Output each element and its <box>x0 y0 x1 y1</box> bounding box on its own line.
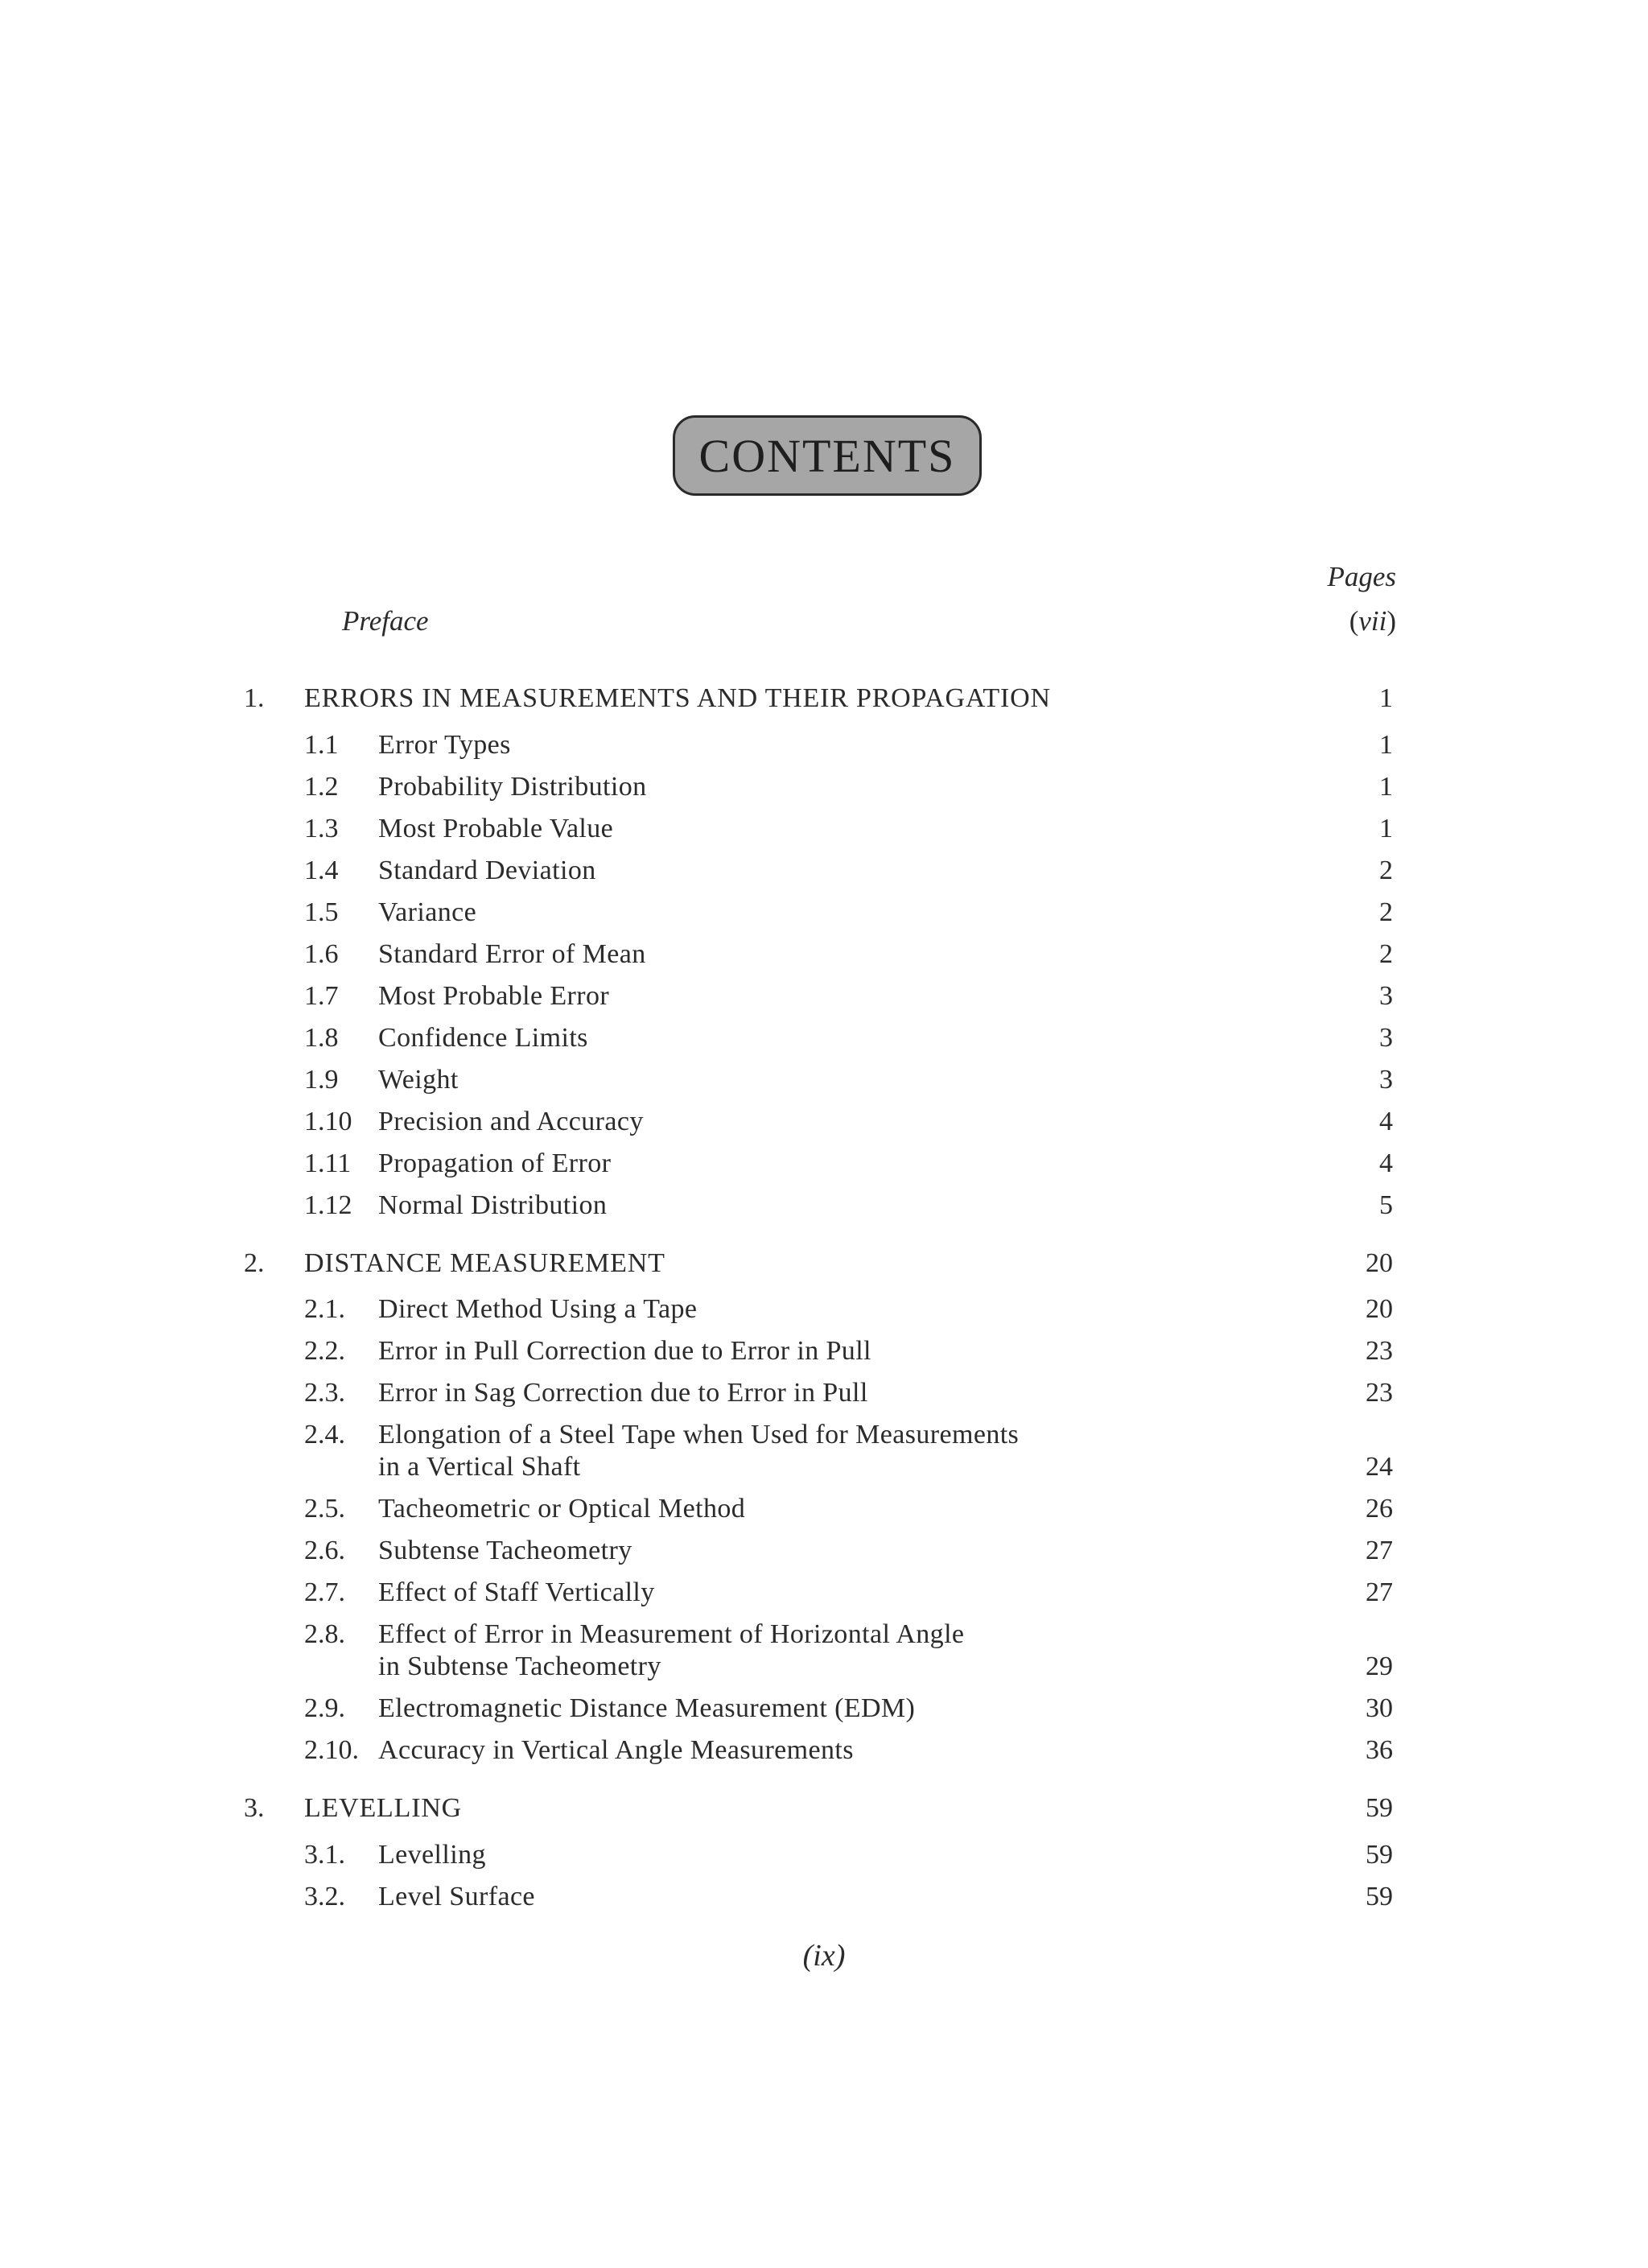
section-number: 2.5. <box>304 1494 345 1524</box>
chapter-title: DISTANCE MEASUREMENT <box>304 1248 665 1278</box>
section-title: Effect of Staff Vertically <box>378 1577 655 1607</box>
section-page: 1 <box>1379 772 1393 802</box>
chapter-page: 20 <box>1366 1248 1393 1278</box>
section-title: Standard Error of Mean <box>378 939 646 969</box>
section-number: 1.12 <box>304 1190 352 1220</box>
section-number: 1.10 <box>304 1107 352 1136</box>
section-number: 1.2 <box>304 772 339 802</box>
section-title: Most Probable Error <box>378 981 610 1011</box>
section-page: 23 <box>1366 1378 1393 1408</box>
section-page: 26 <box>1366 1494 1393 1524</box>
section-page: 3 <box>1379 981 1393 1011</box>
section-title: Error in Pull Correction due to Error in Pull <box>378 1336 871 1366</box>
section-title: Weight <box>378 1065 459 1095</box>
section-title: Probability Distribution <box>378 772 647 802</box>
section-title: Levelling <box>378 1840 486 1870</box>
section-page: 24 <box>1366 1452 1393 1482</box>
section-page: 3 <box>1379 1065 1393 1095</box>
section-page: 5 <box>1379 1190 1393 1220</box>
section-number: 2.10. <box>304 1735 359 1765</box>
chapter-title: ERRORS IN MEASUREMENTS AND THEIR PROPAGATION <box>304 683 1051 713</box>
section-number: 2.4. <box>304 1420 345 1449</box>
section-number: 1.5 <box>304 897 339 927</box>
section-title: Direct Method Using a Tape <box>378 1294 698 1324</box>
section-page: 2 <box>1379 939 1393 969</box>
preface-page: (vii) <box>1349 605 1396 637</box>
section-number: 2.1. <box>304 1294 345 1324</box>
section-page: 1 <box>1379 814 1393 843</box>
chapter-page: 59 <box>1366 1793 1393 1823</box>
section-title: Normal Distribution <box>378 1190 608 1220</box>
section-number: 2.3. <box>304 1378 345 1408</box>
section-number: 2.2. <box>304 1336 345 1366</box>
section-number: 2.8. <box>304 1619 345 1649</box>
section-title: Tacheometric or Optical Method <box>378 1494 746 1524</box>
page-number: (ix) <box>802 1939 846 1973</box>
section-page: 59 <box>1366 1840 1393 1870</box>
contents-heading-box <box>673 415 982 496</box>
section-page: 2 <box>1379 897 1393 927</box>
preface-page-number: vii <box>1358 605 1387 637</box>
section-title: Electromagnetic Distance Measurement (EDM) <box>378 1693 916 1723</box>
section-page: 3 <box>1379 1023 1393 1053</box>
section-title: Subtense Tacheometry <box>378 1536 632 1565</box>
section-title: Effect of Error in Measurement of Horizontal Angle <box>378 1619 965 1649</box>
chapter-page: 1 <box>1379 683 1393 713</box>
section-title: Variance <box>378 897 477 927</box>
chapter-title: LEVELLING <box>304 1793 463 1823</box>
section-title: Error in Sag Correction due to Error in Pull <box>378 1378 868 1408</box>
section-page: 4 <box>1379 1148 1393 1178</box>
pages-column-label: Pages <box>1327 561 1396 592</box>
chapter-number: 1. <box>244 683 265 713</box>
section-page: 4 <box>1379 1107 1393 1136</box>
chapter-number: 2. <box>244 1248 265 1278</box>
chapter-number: 3. <box>244 1793 265 1823</box>
section-title-continued: in Subtense Tacheometry <box>378 1652 661 1681</box>
preface-label: Preface <box>342 605 429 637</box>
section-title: Error Types <box>378 730 511 760</box>
section-page: 36 <box>1366 1735 1393 1765</box>
section-title: Most Probable Value <box>378 814 614 843</box>
section-page: 1 <box>1379 730 1393 760</box>
section-number: 1.8 <box>304 1023 339 1053</box>
section-title: Confidence Limits <box>378 1023 588 1053</box>
section-title: Standard Deviation <box>378 856 596 885</box>
section-number: 1.1 <box>304 730 339 760</box>
section-number: 2.7. <box>304 1577 345 1607</box>
section-title: Accuracy in Vertical Angle Measurements <box>378 1735 854 1765</box>
section-page: 30 <box>1366 1693 1393 1723</box>
section-title: Level Surface <box>378 1882 535 1911</box>
section-page: 20 <box>1366 1294 1393 1324</box>
section-page: 59 <box>1366 1882 1393 1911</box>
section-number: 1.11 <box>304 1148 352 1178</box>
page-title: CONTENTS <box>698 429 956 482</box>
section-number: 1.3 <box>304 814 339 843</box>
section-number: 3.2. <box>304 1882 345 1911</box>
section-number: 3.1. <box>304 1840 345 1870</box>
section-number: 1.7 <box>304 981 339 1011</box>
section-number: 2.9. <box>304 1693 345 1723</box>
section-page: 29 <box>1366 1652 1393 1681</box>
section-number: 1.6 <box>304 939 339 969</box>
section-title: Propagation of Error <box>378 1148 612 1178</box>
section-title: Precision and Accuracy <box>378 1107 644 1136</box>
section-page: 27 <box>1366 1536 1393 1565</box>
section-page: 27 <box>1366 1577 1393 1607</box>
section-number: 1.4 <box>304 856 339 885</box>
section-title-continued: in a Vertical Shaft <box>378 1452 581 1482</box>
section-title: Elongation of a Steel Tape when Used for Measurements <box>378 1420 1020 1449</box>
section-page: 2 <box>1379 856 1393 885</box>
section-number: 2.6. <box>304 1536 345 1565</box>
section-number: 1.9 <box>304 1065 339 1095</box>
section-page: 23 <box>1366 1336 1393 1366</box>
